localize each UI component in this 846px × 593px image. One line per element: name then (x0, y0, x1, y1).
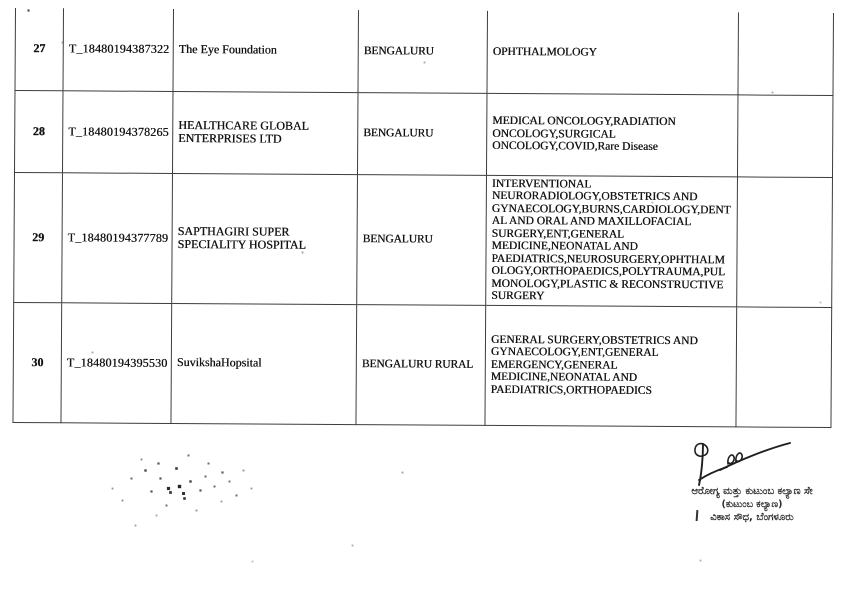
dept-line-kannada: ಆರೋಗ್ಯ ಮತ್ತು ಕುಟುಂಬ ಕಲ್ಯಾಣ ಸೇ (691, 486, 813, 497)
table-row (14, 90, 832, 177)
cell-hospital-name: SuvikshaHopsital (171, 303, 357, 424)
handwritten-signature-icon (672, 430, 802, 492)
cell-specialties: INTERVENTIONAL NEURORADIOLOGY,OBSTETRICS AND GYNAECOLOGY,BURNS,CARDIOLOGY,DENTAL AND ORAL AND MAXILLOFACIAL SURGERY,ENT,GENERAL MEDICINE,NEONATAL AND PAEDIATRICS,NEUROSURGERY,OPHTHALMOLOGY,ORTHOPAEDICS,POLYTRAUMA,PULMONOLOGY,PLASTIC & RECONSTRUCTIVE SURGERY (486, 175, 738, 307)
address-line-kannada: ವಿಕಾಸ ಸೌಧ, ಬೆಂಗಳೂರು (710, 512, 794, 523)
cell-district: BENGALURU (357, 92, 486, 175)
cell-hospital-name: HEALTHCARE GLOBAL ENTERPRISES LTD (172, 91, 357, 174)
cell-hospital-name: The Eye Foundation (173, 9, 358, 92)
cell-application-id: T_18480194377789 (62, 172, 173, 303)
cell-district: BENGALURU RURAL (356, 304, 486, 425)
cell-specialties: OPHTHALMOLOGY (487, 11, 738, 95)
hospital-empanelment-table (12, 8, 834, 427)
table-row (15, 8, 833, 95)
cell-remarks (738, 12, 833, 95)
scan-noise-specks (0, 0, 1, 1)
cell-district: BENGALURU (357, 174, 487, 305)
table-row (14, 172, 833, 307)
cell-sl-no: 28 (14, 90, 63, 172)
cell-sl-no: 29 (14, 172, 63, 302)
table-row (13, 302, 832, 427)
cell-specialties: GENERAL SURGERY,OBSTETRICS AND GYNAECOLOGY,ENT,GENERAL EMERGENCY,GENERAL MEDICINE,NEONATAL AND PAEDIATRICS,ORTHOPAEDICS (485, 305, 737, 427)
cell-remarks (736, 306, 832, 427)
hospital-table-wrap (12, 8, 833, 427)
cell-specialties: MEDICAL ONCOLOGY,RADIATION ONCOLOGY,SURGICAL ONCOLOGY,COVID,Rare Disease (486, 93, 737, 177)
cell-remarks (737, 94, 832, 177)
cell-hospital-name: SAPTHAGIRI SUPER SPECIALITY HOSPITAL (172, 173, 358, 304)
cell-application-id: T_18480194378265 (62, 90, 172, 173)
cell-district: BENGALURU (358, 10, 487, 93)
cell-application-id: T_18480194395530 (61, 302, 172, 423)
cell-application-id: T_18480194387322 (63, 8, 173, 91)
wing-line-kannada: (ಕುಟುಂಬ ಕಲ್ಯಾಣ) (721, 499, 783, 510)
cell-sl-no: 30 (13, 302, 62, 422)
signature-block (658, 428, 846, 548)
cell-remarks (737, 176, 833, 307)
cell-sl-no: 27 (15, 8, 64, 90)
